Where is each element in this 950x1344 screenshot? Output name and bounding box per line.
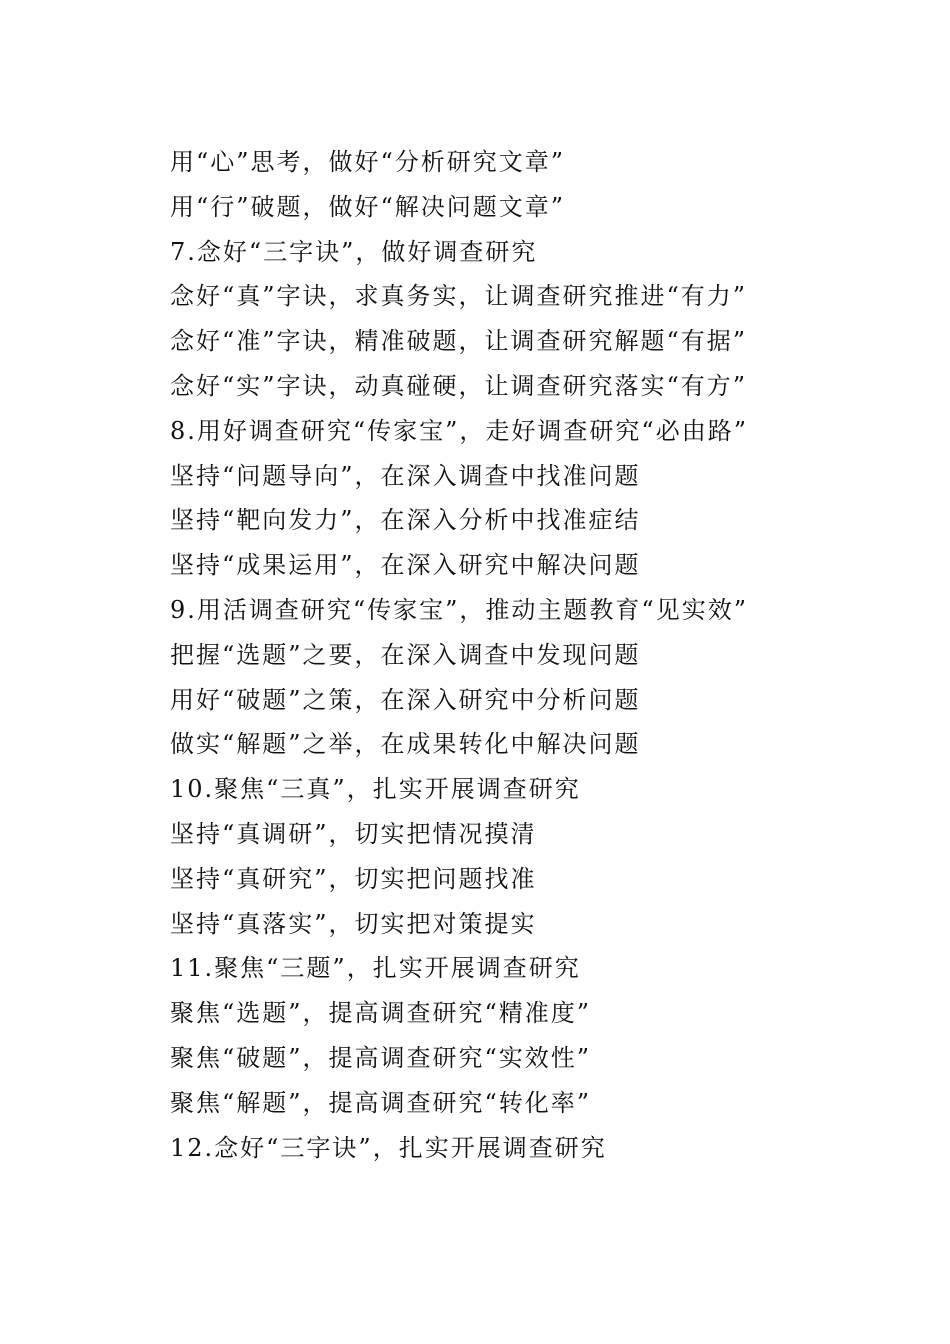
- section-heading: 12.念好“三字诀”，扎实开展调查研究: [170, 1133, 607, 1162]
- subpoint-line: 坚持“真研究”，切实把问题找准: [170, 864, 537, 893]
- section-heading: 10.聚焦“三真”，扎实开展调查研究: [170, 775, 581, 804]
- subpoint-line: 做实“解题”之举，在成果转化中解决问题: [170, 730, 641, 759]
- subpoint-line: 坚持“靶向发力”，在深入分析中找准症结: [170, 506, 641, 535]
- section-heading: 8.用好调查研究“传家宝”，走好调查研究“必由路”: [170, 416, 748, 445]
- subpoint-line: 用“行”破题，做好“解决问题文章”: [170, 192, 566, 221]
- subpoint-line: 念好“真”字诀，求真务实，让调查研究推进“有力”: [170, 282, 748, 311]
- section-heading: 7.念好“三字诀”，做好调查研究: [170, 237, 538, 266]
- subpoint-line: 念好“准”字诀，精准破题，让调查研究解题“有据”: [170, 327, 748, 356]
- subpoint-line: 坚持“真落实”，切实把对策提实: [170, 909, 537, 938]
- section-heading: 11.聚焦“三题”，扎实开展调查研究: [170, 954, 581, 983]
- subpoint-line: 把握“选题”之要，在深入调查中发现问题: [170, 640, 641, 669]
- subpoint-line: 用好“破题”之策，在深入研究中分析问题: [170, 685, 641, 714]
- subpoint-line: 坚持“问题导向”，在深入调查中找准问题: [170, 461, 641, 490]
- subpoint-line: 坚持“成果运用”，在深入研究中解决问题: [170, 551, 641, 580]
- subpoint-line: 用“心”思考，做好“分析研究文章”: [170, 148, 566, 176]
- document-body: [170, 140, 810, 1170]
- subpoint-line: 聚焦“解题”，提高调查研究“转化率”: [170, 1088, 592, 1117]
- subpoint-line: 念好“实”字诀，动真碰硬，让调查研究落实“有方”: [170, 371, 748, 400]
- subpoint-line: 聚焦“选题”，提高调查研究“精准度”: [170, 999, 592, 1028]
- section-heading: 9.用活调查研究“传家宝”，推动主题教育“见实效”: [170, 595, 748, 624]
- subpoint-line: 坚持“真调研”，切实把情况摸清: [170, 819, 537, 848]
- subpoint-line: 聚焦“破题”，提高调查研究“实效性”: [170, 1043, 592, 1072]
